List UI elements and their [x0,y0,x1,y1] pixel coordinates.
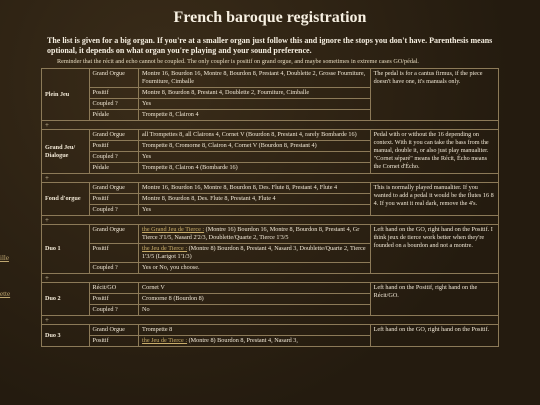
manual-cell: Coupled ? [89,99,139,110]
registration-table-body [42,69,499,347]
stops-text: Yes or No, you choose. [142,264,200,271]
plus-icon[interactable]: + [42,274,499,283]
manual-cell: Pédale [89,110,139,121]
stops-text: Trompette 8, Clairon 4 [142,111,199,118]
notes-cell: Left hand on the GO, right hand on the Positif. I think jeux de tierce work better when they're founded on a bourdon and not a montre. [370,225,498,274]
stops-cell [139,263,371,274]
stops-text: Yes [142,100,152,107]
table-row [42,225,499,244]
notes-cell: Pedal with or without the 16 depending on context. With it you can take the bass from the manual, double it, or also just play manualiter. "Cornet séparé" means the Récit, Écho means the Cornet d'Écho. [370,130,498,174]
separator-row [42,316,499,325]
manual-cell: Grand Orgue [89,69,139,88]
notes-cell: This is normally played manualiter. If you wanted to add a pedal it would be the flutes 16 8 4. If you want it real dark, remove the 4's. [370,183,498,216]
stops-cell [139,130,371,141]
plus-icon[interactable]: + [42,216,499,225]
stop-set-link[interactable]: the Jeu de Tierce : [142,245,188,252]
manual-cell: Récit/GO [89,283,139,294]
stops-text: (Montre 8) Bourdon 8, Prestant 4, Nasard 3, Doublette/Quarte 2, Tierce 1'3/5 (Larigot 1'1/3) [142,245,366,260]
plus-icon[interactable]: + [42,174,499,183]
stops-text: Montre 8, Bourdon 8, Des. Flute 8, Prestant 4, Flute 4 [142,195,276,202]
manual-cell: Positif [89,88,139,99]
side-link-2[interactable]: ette [0,290,11,298]
registration-name: Grand Jeu/ Dialogue [42,130,90,174]
stops-text: Montre 16, Bourdon 16, Montre 8, Bourdon 8, Des. Flute 8, Prestant 4, Flute 4 [142,184,338,191]
stops-cell [139,305,371,316]
table-row [42,130,499,141]
registration-name: Duo 1 [42,225,90,274]
stops-text: Montre 8, Bourdon 8, Prestant 4, Doublette 2, Fourniture, Cimballe [142,89,310,96]
stops-cell [139,183,371,194]
stops-text: No [142,306,150,313]
stops-text: (Montre 8) Bourdon 8, Prestant 4, Nasard 3, [187,337,298,344]
stops-text: Yes [142,206,152,213]
plus-icon[interactable]: + [42,316,499,325]
plus-icon[interactable]: + [42,121,499,130]
intro-text: The list is given for a big organ. If you're at a smaller organ just follow this and ignore the stops you don't have. Parenthesis means optional, it depends on what organ you're playing and your sound preference. [47,36,493,55]
stops-text: Montre 16, Bourdon 16, Montre 8, Bourdon 8, Prestant 4, Doublette 2, Grosse Fourniture, Fourniture, Cimballe [142,70,366,85]
stops-text: Cromorne 8 (Bourdon 8) [142,295,204,302]
stops-cell [139,88,371,99]
stops-cell [139,225,371,244]
manual-cell: Pédale [89,163,139,174]
stops-text: Yes [142,153,152,160]
stops-text: Trompette 8, Clairon 4 (Bombarde 16) [142,164,238,171]
table-row [42,183,499,194]
registration-name: Plein Jeu [42,69,90,121]
notes-cell: Left hand on the GO, right hand on the Positif. [370,325,498,347]
table-row [42,283,499,294]
manual-cell: Positif [89,244,139,263]
registration-name: Duo 2 [42,283,90,316]
manual-cell: Positif [89,336,139,347]
stops-cell [139,294,371,305]
page-content [41,8,499,347]
stops-cell [139,99,371,110]
manual-cell: Positif [89,194,139,205]
manual-cell: Positif [89,294,139,305]
stops-cell [139,141,371,152]
table-row [42,325,499,336]
manual-cell: Positif [89,141,139,152]
manual-cell: Coupled ? [89,305,139,316]
side-link-1[interactable]: ille [0,254,9,262]
manual-cell: Coupled ? [89,263,139,274]
page-title: French baroque registration [173,9,367,26]
separator-row [42,274,499,283]
stop-set-link[interactable]: the Grand Jeu de Tierce : [142,226,205,233]
stops-text: Cornet V [142,284,165,291]
stops-text: (Montre 16) Bourdon 16, Montre 8, Bourdon 8, Prestant 4, Gr Tierce 3'1/5, Nasard 2'2/3, Doublette/Quarte 2, Tierce 1'3/5 [142,226,360,241]
manual-cell: Grand Orgue [89,225,139,244]
stop-set-link[interactable]: the Jeu de Tierce : [142,337,188,344]
stops-cell [139,110,371,121]
stops-cell [139,152,371,163]
stops-cell [139,163,371,174]
registration-table [41,68,499,347]
manual-cell: Coupled ? [89,205,139,216]
registration-name: Duo 3 [42,325,90,347]
registration-name: Fond d'orgue [42,183,90,216]
stops-text: Trompette 8 [142,326,173,333]
stops-cell [139,69,371,88]
coupler-note: Reminder that the récit and echo cannot be coupled. The only coupler is positif on grand orgue, and maybe sometimes in extreme cases GO/pédal. [57,58,419,65]
notes-cell: The pedal is for a cantus firmus, if the piece doesn't have one, it's manuals only. [370,69,498,121]
stops-cell [139,244,371,263]
notes-cell: Left hand on the Positif, right hand on the Récit/GO. [370,283,498,316]
stops-cell [139,325,371,336]
table-row [42,69,499,88]
stops-cell [139,283,371,294]
separator-row [42,216,499,225]
stops-cell [139,194,371,205]
stops-cell [139,205,371,216]
manual-cell: Grand Orgue [89,325,139,336]
manual-cell: Grand Orgue [89,183,139,194]
stops-text: Trompette 8, Cromorne 8, Clairon 4, Cornet V (Bourdon 8, Prestant 4) [142,142,317,149]
stops-cell [139,336,371,347]
separator-row [42,121,499,130]
manual-cell: Coupled ? [89,152,139,163]
separator-row [42,174,499,183]
stops-text: all Trompettes 8, all Clairons 4, Cornet V (Bourdon 8, Prestant 4, rarely Bombarde 16) [142,131,357,138]
manual-cell: Grand Orgue [89,130,139,141]
